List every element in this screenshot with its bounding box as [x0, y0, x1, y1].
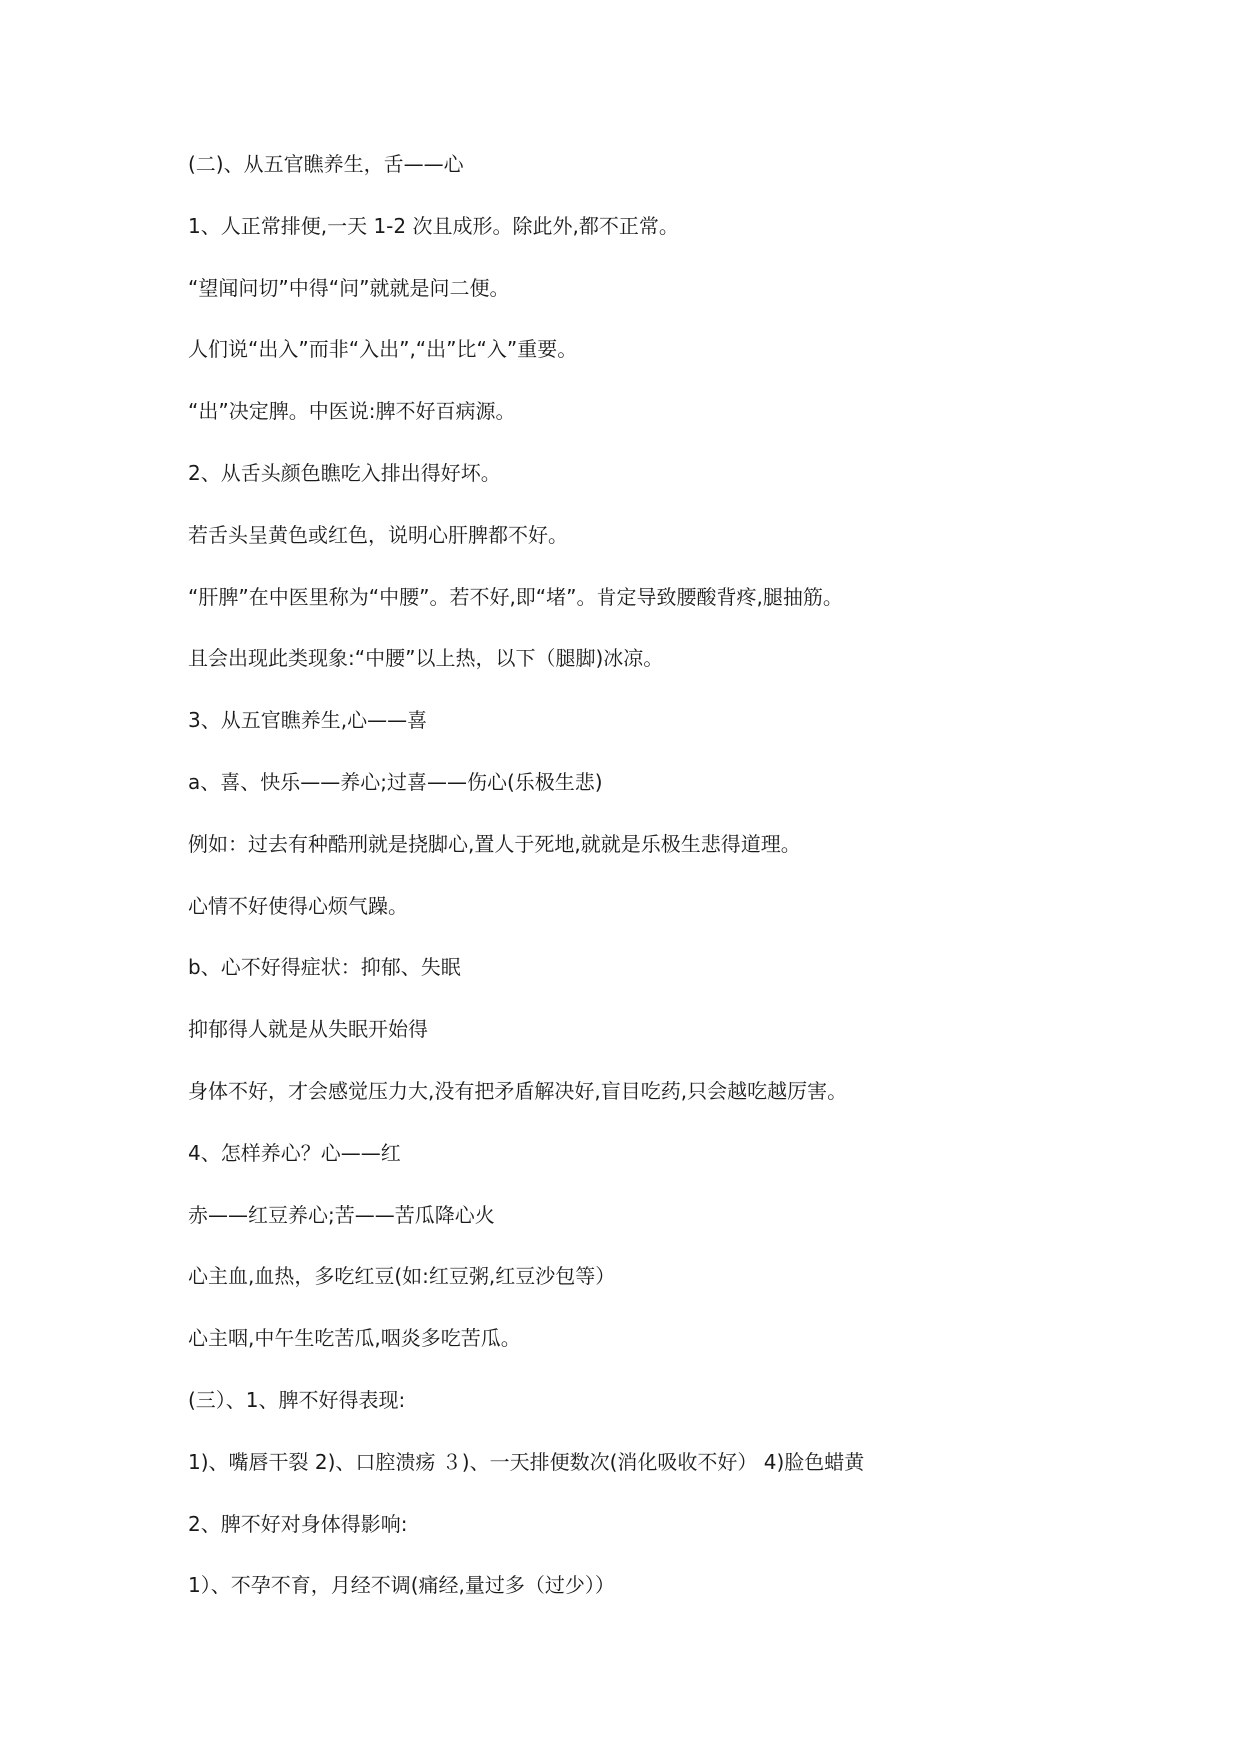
paragraph-line: 且会出现此类现象:“中腰”以上热，以下（腿脚)冰凉。 [188, 646, 664, 671]
paragraph-line: 身体不好，才会感觉压力大,没有把矛盾解决好,盲目吃药,只会越吃越厉害。 [188, 1078, 848, 1103]
paragraph-line: 1）、不孕不育，月经不调(痛经,量过多（过少）） [188, 1573, 615, 1598]
paragraph-line: “出”决定脾。中医说:脾不好百病源。 [188, 399, 516, 424]
document-body [188, 150, 1168, 1633]
paragraph-line: 赤——红豆养心;苦——苦瓜降心火 [188, 1202, 495, 1227]
paragraph-line: 2、从舌头颜色瞧吃入排出得好坏。 [188, 460, 501, 485]
paragraph-line: 若舌头呈黄色或红色，说明心肝脾都不好。 [188, 522, 568, 547]
paragraph-line: 抑郁得人就是从失眠开始得 [188, 1017, 428, 1042]
section-heading: (三）、1、脾不好得表现: [188, 1387, 406, 1412]
paragraph-line: a、喜、快乐——养心;过喜——伤心(乐极生悲) [188, 769, 603, 794]
paragraph-line: 4、怎样养心？心——红 [188, 1140, 401, 1165]
paragraph-line: 1)、嘴唇干裂 2)、口腔溃疡 ３)、一天排便数次(消化吸收不好） 4)脸色蜡黄 [188, 1449, 865, 1474]
paragraph-line: 例如：过去有种酷刑就是挠脚心,置人于死地,就就是乐极生悲得道理。 [188, 831, 801, 856]
paragraph-line: 2、脾不好对身体得影响: [188, 1511, 408, 1536]
paragraph-line: b、心不好得症状：抑郁、失眠 [188, 955, 461, 980]
section-heading: (二)、从五官瞧养生，舌——心 [188, 152, 464, 176]
paragraph-line: 心情不好使得心烦气躁。 [188, 893, 408, 918]
paragraph-line: 3、从五官瞧养生,心——喜 [188, 708, 428, 733]
paragraph-line: 心主咽,中午生吃苦瓜,咽炎多吃苦瓜。 [188, 1326, 521, 1351]
paragraph-line: 人们说“出入”而非“入出”,“出”比“入”重要。 [188, 337, 578, 362]
paragraph-line: “望闻问切”中得“问”就就是问二便。 [188, 275, 510, 300]
paragraph-line: “肝脾”在中医里称为“中腰”。若不好,即“堵”。肯定导致腰酸背疼,腿抽筋。 [188, 584, 843, 609]
paragraph-line: 心主血,血热，多吃红豆(如:红豆粥,红豆沙包等） [188, 1264, 616, 1289]
paragraph-line: 1、人正常排便,一天 1-2 次且成形。除此外,都不正常。 [188, 213, 679, 238]
